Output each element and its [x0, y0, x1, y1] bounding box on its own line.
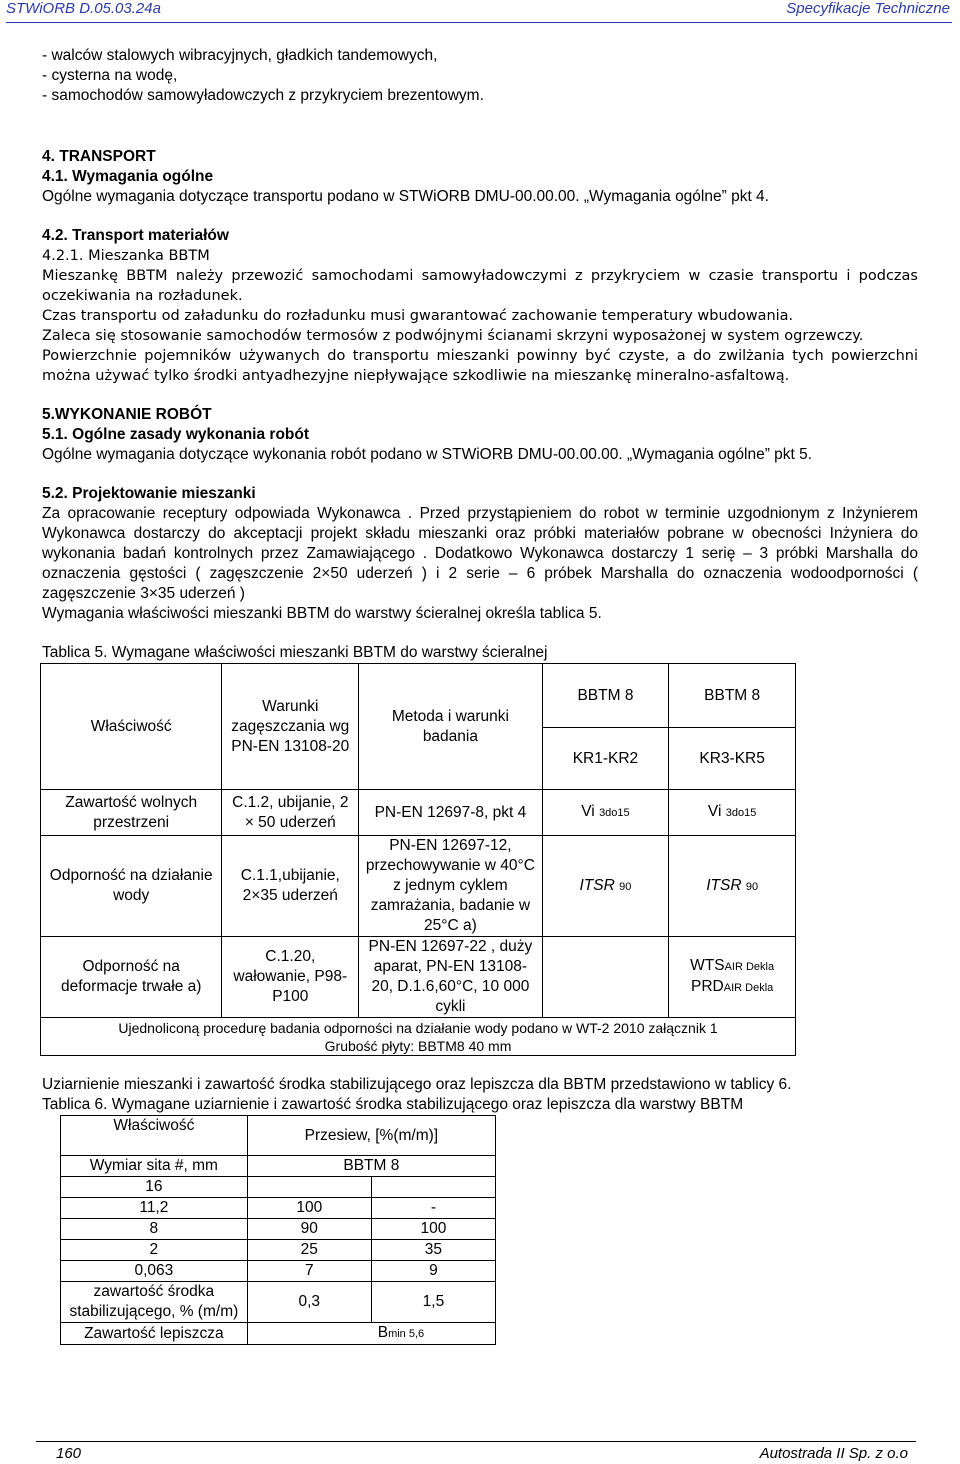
table-5-cell: PN-EN 12697-22 , duży aparat, PN-EN 13108-20, D.1.6,60°C, 10 000 cykli: [359, 937, 542, 1018]
table-5-cell: [542, 937, 669, 1018]
table-6-cell: 1,5: [371, 1282, 495, 1323]
table-6-cell: Bmin 5,6: [247, 1323, 495, 1345]
table-6-cell: 2: [61, 1240, 248, 1261]
table-5: [40, 663, 796, 1056]
table-5-caption: Tablica 5. Wymagane właściwości mieszanki BBTM do warstwy ścieralnej: [42, 644, 548, 661]
table-row: [61, 1219, 496, 1240]
table-5-cell: Vi 3do15: [542, 790, 669, 836]
table-6-cell: 25: [247, 1240, 371, 1261]
table-6-cell: 100: [371, 1219, 495, 1240]
header-doc-code: STWiORB D.05.03.24a: [6, 0, 161, 17]
table-6-cell: 90: [247, 1219, 371, 1240]
table-5-header-cell: BBTM 8: [542, 664, 669, 728]
page-header: [0, 0, 960, 20]
table-6-cell: [247, 1177, 371, 1198]
table-6-cell: Zawartość lepiszcza: [61, 1323, 248, 1345]
section-4-2-1-p2: Czas transportu od załadunku do rozładunku musi gwarantować zachowanie temperatury wbudowania.: [42, 308, 794, 324]
table-6-cell: 7: [247, 1261, 371, 1282]
table-6-header-cell: BBTM 8: [247, 1156, 495, 1177]
footer-page-number: 160: [56, 1445, 82, 1462]
section-5-1-title: 5.1. Ogólne zasady wykonania robót: [42, 426, 310, 443]
footer-rule: [36, 1441, 916, 1442]
section-4-1-text: Ogólne wymagania dotyczące transportu podano w STWiORB DMU-00.00.00. „Wymagania ogólne” pkt 4.: [42, 188, 769, 205]
footer-company: Autostrada II Sp. z o.o: [759, 1445, 908, 1462]
table-5-cell: ITSR 90: [542, 836, 669, 937]
table-6-cell: 11,2: [61, 1198, 248, 1219]
table-5-header-cell: KR3-KR5: [669, 728, 796, 790]
document-body: [42, 46, 918, 1345]
table-5-cell: PN-EN 12697-12, przechowywanie w 40°C z jednym cyklem zamrażania, badanie w 25°C a): [359, 836, 542, 937]
table-5-cell: C.1.20, wałowanie, P98-P100: [222, 937, 359, 1018]
table-6-cell: 16: [61, 1177, 248, 1198]
table-5-cell: Zawartość wolnych przestrzeni: [41, 790, 222, 836]
section-4-2-1-p1: Mieszankę BBTM należy przewozić samochodami samowyładowczymi z przykryciem w czasie transportu i podczas oczekiwania na rozładunek.: [42, 268, 918, 304]
section-4-2-1-p4: Powierzchnie pojemników używanych do transportu mieszanki powinny być czyste, a do zwilżania tych powierzchni można używać tylko środki antyadhezyjne niepływające szkodliwie na mieszankę mineralno-asfaltową.: [42, 348, 918, 384]
equipment-item: - cysterna na wodę,: [42, 67, 178, 84]
table-5-cell: C.1.2, ubijanie, 2 × 50 uderzeń: [222, 790, 359, 836]
table-5-header-cell: Właściwość: [41, 664, 222, 790]
table-6-cell: 8: [61, 1219, 248, 1240]
table-6: [60, 1115, 496, 1345]
table-row: [41, 836, 796, 937]
table-row: [61, 1261, 496, 1282]
table-5-cell: C.1.1,ubijanie, 2×35 uderzeń: [222, 836, 359, 937]
table-row: [61, 1282, 496, 1323]
table-6-cell: [371, 1177, 495, 1198]
equipment-item: - walców stalowych wibracyjnych, gładkich tandemowych,: [42, 47, 438, 64]
header-rule: [6, 22, 952, 23]
table-6-cell: -: [371, 1198, 495, 1219]
table-5-header-cell: KR1-KR2: [542, 728, 669, 790]
table-5-note: Ujednoliconą procedurę badania odporności na działanie wody podano w WT-2 2010 załącznik 1 Grubość płyty: BBTM8 40 mm: [41, 1018, 796, 1056]
table-5-cell: PN-EN 12697-8, pkt 4: [359, 790, 542, 836]
table-6-header-cell: Właściwość: [61, 1116, 248, 1156]
table-5-cell: ITSR 90: [669, 836, 796, 937]
section-5-2-title: 5.2. Projektowanie mieszanki: [42, 485, 256, 502]
header-title: Specyfikacje Techniczne: [786, 0, 950, 17]
table-6-cell: zawartość środka stabilizującego, % (m/m): [61, 1282, 248, 1323]
table-row: [61, 1323, 496, 1345]
table-5-header-cell: Metoda i warunki badania: [359, 664, 542, 790]
table-row: [61, 1198, 496, 1219]
table-6-cell: 9: [371, 1261, 495, 1282]
table-row: [41, 937, 796, 1018]
table-5-header-cell: Warunki zagęszczania wg PN-EN 13108-20: [222, 664, 359, 790]
section-4-title: 4. TRANSPORT: [42, 148, 156, 165]
table-6-caption: Tablica 6. Wymagane uziarnienie i zawartość środka stabilizującego oraz lepiszcza dla warstwy BBTM: [42, 1096, 744, 1113]
section-4-2-title: 4.2. Transport materiałów: [42, 227, 229, 244]
section-4-2-1-title: 4.2.1. Mieszanka BBTM: [42, 248, 210, 264]
table-6-cell: 0,3: [247, 1282, 371, 1323]
section-4-2-1-p3: Zaleca się stosowanie samochodów termosów z podwójnymi ścianami skrzyni wyposażonej w system ogrzewczy.: [42, 328, 864, 344]
section-5-2-text2: Wymagania właściwości mieszanki BBTM do warstwy ścieralnej określa tablica 5.: [42, 605, 602, 622]
table-6-cell: 35: [371, 1240, 495, 1261]
table-6-cell: 100: [247, 1198, 371, 1219]
table-row: [61, 1240, 496, 1261]
table-row: [41, 790, 796, 836]
section-4-1-title: 4.1. Wymagania ogólne: [42, 168, 214, 185]
table-5-cell: WTSAIR Dekla PRDAIR Dekla: [669, 937, 796, 1018]
table-6-header-cell: Przesiew, [%(m/m)]: [247, 1116, 495, 1156]
section-5-1-text: Ogólne wymagania dotyczące wykonania robót podano w STWiORB DMU-00.00.00. „Wymagania ogólne” pkt 5.: [42, 446, 813, 463]
table-5-cell: Odporność na deformacje trwałe a): [41, 937, 222, 1018]
gradation-text: Uziarnienie mieszanki i zawartość środka stabilizującego oraz lepiszcza dla BBTM przedstawiono w tablicy 6.: [42, 1076, 792, 1093]
table-6-header-cell: Wymiar sita #, mm: [61, 1156, 248, 1177]
equipment-item: - samochodów samowyładowczych z przykryciem brezentowym.: [42, 87, 484, 104]
section-5-title: 5.WYKONANIE ROBÓT: [42, 406, 212, 423]
table-row: [61, 1177, 496, 1198]
table-5-cell: Vi 3do15: [669, 790, 796, 836]
section-5-2-text: Za opracowanie receptury odpowiada Wykonawca . Przed przystąpieniem do robot w terminie uzgodnionym z Inżynierem Wykonawca dostarczy do akceptacji projekt składu mieszanki oraz próbki materiałów pobrane w obecności Inżyniera do wykonania badań kontrolnych przez Zamawiającego . Dodatkowo Wykonawca dostarczy 1 serię – 3 próbki Marshalla do oznaczenia gęstości ( zagęszczenie 2×50 uderzeń ) i 2 serie – 6 próbek Marshalla do oznaczenia wodoodporności ( zagęszczenie 3×35 uderzeń ): [42, 505, 918, 602]
table-6-cell: 0,063: [61, 1261, 248, 1282]
table-5-cell: Odporność na działanie wody: [41, 836, 222, 937]
table-5-header-cell: BBTM 8: [669, 664, 796, 728]
